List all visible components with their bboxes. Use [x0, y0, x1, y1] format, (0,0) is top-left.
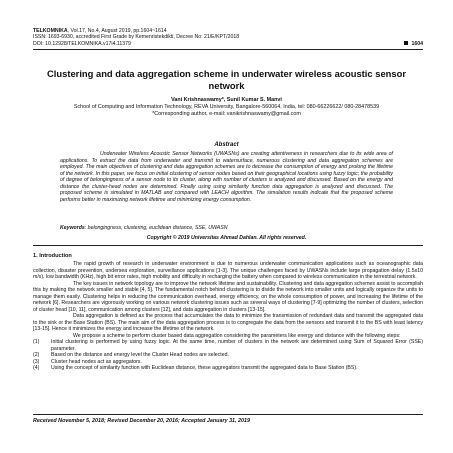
author-names: Vani Krishnaswamy*, Sunil Kumar S. Manvi: [171, 97, 282, 103]
journal-issn: ISSN: 1693-6930, accredited First Grade by Kemenristekdikti, Decree No: 21/E/KPT/2018: [33, 34, 240, 41]
section-heading: 1. Introduction: [33, 253, 72, 259]
copyright-notice: Copyright © 2019 Universitas Ahmad Dahlan. All rights reserved.: [146, 235, 307, 241]
keywords-label: Keywords: [60, 225, 85, 231]
paper-title: Clustering and data aggregation scheme in underwater wireless acoustic sensor network: [47, 68, 406, 91]
header-rule: [33, 49, 423, 50]
list-item-text: Based on the distance and energy level the Cluster Head nodes are selected.: [51, 352, 229, 358]
abstract-text: Underwater Wireless Acoustic Sensor Networks (UWASNs) are creating attentiveness in researchers due to its wide area of applications. To extract the data from underwater and transmit to watersurface, numerous clustering and data aggregation schemes are employed. The main objectives of clustering and data aggregation schemes are to decrease the consumption of energy and prolong the lifetime of the network. In this paper, we focus on initial clustering of sensor nodes based on their geographical locations using fuzzy logic; the probability of degree of belongingness of a sensor node to its cluster, along with number of clusters is analyzed and discussed. Based on the energy and distance the cluster-head nodes are determined. Finally using using similarity function data aggregation is analyzed and discussed. The proposed scheme is simulated in MATLAB and compared with LEACH algorithm. The simulation results indicate that the proposed scheme performs better in maximizing network lifetime and minimizing energy consumption.: [60, 151, 393, 203]
author-block: [40, 97, 413, 118]
paragraph: The key issues in network topology are to improve the network lifetime and sustainability. Clustering and data aggregation schemes assist to accomplish this by making the network smaller and stable [4, 5]. The fundamental notch behind clustering is to divide the network into smaller units and logically organize the units to manage them easily. Clustering helps in reducing the communication overhead, energy efficiency, on the whole consumption of power, and increasing the lifetime of the network [6]. Researchers are vigorously working on various network clustering issues such as several ways of clustering [7-9] optimizing the number of clusters, selection of cluster head [10, 11], communication among clusters [12], and data aggregation in clusters [13-15].: [33, 280, 423, 313]
received-dates: Received November 5, 2018; Revised December 20, 2016; Accepted January 31, 2019: [33, 418, 251, 424]
journal-citation: , Vol.17, No.4, August 2019, pp.1604~1614: [67, 28, 167, 34]
footer-rule: [33, 414, 423, 415]
author-email: *Corresponding author, e-mail: vanikrishnaswamy@gmail.com: [152, 110, 301, 117]
keywords-line: [60, 225, 393, 232]
author-affiliation: School of Computing and Information Technology, REVA University, Bangalore-560064, India, tel: 080-66226622/ 080-28478539: [73, 103, 380, 110]
page-number: 1604: [411, 40, 423, 47]
list-item-number: (2): [33, 352, 40, 358]
list-item-text: Using the concept of similarity function with Euclidean distance, these aggregators transmit the aggregated data to Base Station (BS).: [51, 365, 358, 371]
keywords-text: : belongingness, clustering, euclidean distance, SSE, UWASN: [84, 225, 228, 231]
journal-doi: DOI: 10.12928/TELKOMNIKA.v17i4.11379: [33, 40, 131, 47]
paragraph: We propose a scheme to perform cluster based data aggregation considering the parameters like energy and distance with the following steps:: [73, 332, 401, 339]
paragraph: Data aggregation is defined as the process that accumulates the data to minimize the transmission of redundant data and transmit the aggregated data to the sink or the Base Station (BS). The main aim of the data aggregation process is to congregate the data from the sensors and transmit it to the BS with least latency [13-15]. Hence it minimizes the energy and increase the lifetime of the network.: [33, 313, 423, 332]
list-item-text: Initial clustering is performed by using fuzzy logic. At the same time, number of clusters in the network are determined using Sum of Squared Error (SSE) parameter.: [51, 339, 423, 352]
list-item-number: (4): [33, 365, 40, 371]
abstract-heading: Abstract: [214, 142, 239, 148]
journal-name: TELKOMNIKA: [33, 28, 68, 34]
page-number-block: [404, 41, 423, 47]
paragraph: The rapid growth of research in underwater environment is due to numerous underwater communication applications such as oceanographic data collection, disaster prevention, undersea exploration, surveillance applications [1-3]. The unique challenges faced by UWASNs include large propagation delay (1.5x10 m/s), low bandwidth (KHz), high bit error rates, high mobility and difficulty in recharging the battery when compared to wireless communication in the terrestrial network.: [33, 261, 423, 280]
square-bullet-icon: [404, 41, 408, 45]
introduction-body: [33, 261, 423, 372]
abstract-body: [60, 151, 393, 203]
abstract-rule: [33, 245, 423, 246]
list-item-number: (3): [33, 358, 40, 365]
list-item: [33, 365, 423, 372]
journal-header: [33, 28, 423, 47]
list-item: [33, 339, 423, 352]
steps-list: [33, 339, 423, 372]
list-item-number: (1): [33, 339, 40, 345]
list-item-text: Cluster head nodes act as aggregators.: [51, 358, 142, 365]
